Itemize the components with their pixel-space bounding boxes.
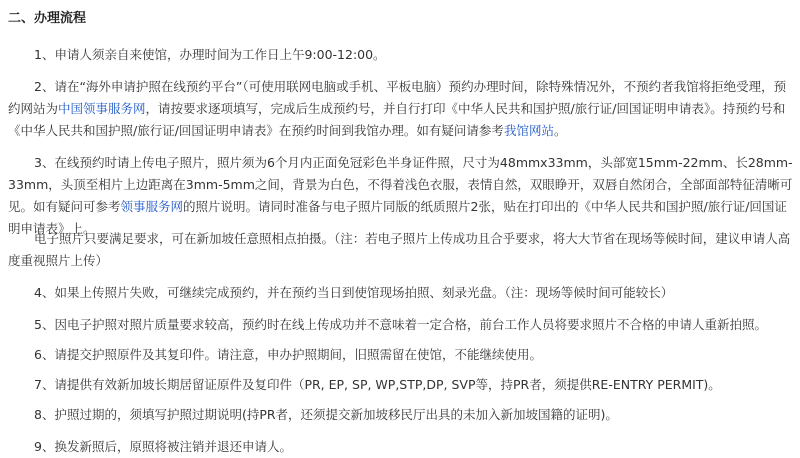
paragraph-3-text-a: 3、在线预约时请上传电子照片，照片须为6个月内正面免冠彩色半身证件照，尺寸为48mmx33mm，头部宽15mm-22mm、长28mm-33mm，头顶至相片上边距离在3mm-5mm之间，背景为白色，不得着浅色衣服，表情自然，双眼睁开，双唇自然闭合，全部面部特征清晰可见。如有疑问可参考 [8,155,793,214]
paragraph-5: 5、因电子护照对照片质量要求较高，预约时在线上传成功并不意味着一定合格，前台工作人员将要求照片不合格的申请人重新拍照。 [34,317,767,332]
paragraph-2 [8,76,794,142]
paragraph-3 [8,152,794,240]
paragraph-1: 1、申请人须亲自来使馆，办理时间为工作日上午9:00-12:00。 [34,47,386,62]
paragraph-9: 9、换发新照后，原照将被注销并退还申请人。 [34,439,292,454]
paragraph-2-text-a: 2、请在“海外申请护照在线预约平台”（可使用联网电脑或手机、平板电脑）预约办理时间，除特殊情况外，不预约者我馆将拒绝受理，预约网站为 [8,79,787,116]
consular-service-link[interactable]: 中国领事服务网 [58,101,146,116]
paragraph-photo-note: 电子照片只要满足要求，可在新加坡任意照相点拍摄。（注：若电子照片上传成功且合乎要求，将大大节省在现场等候时间，建议申请人高度重视照片上传） [8,231,791,268]
paragraph-4: 4、如果上传照片失败，可继续完成预约，并在预约当日到使馆现场拍照、刻录光盘。（注：现场等候时间可能较长） [34,285,674,300]
paragraph-2-text-b: ，请按要求逐项填写，完成后生成预约号，并自行打印《中华人民共和国护照/旅行证/回国证明申请表》。持预约号和《中华人民共和国护照/旅行证/回国证明申请表》在预约时间到我馆办理。如有疑问请参考 [8,101,786,138]
paragraph-6: 6、请提交护照原件及其复印件。请注意，申办护照期间，旧照需留在使馆，不能继续使用。 [34,347,542,362]
section-heading: 二、办理流程 [8,11,87,26]
paragraph-8: 8、护照过期的，须填写护照过期说明(持PR者，还须提交新加坡移民厅出具的未加入新加坡国籍的证明)。 [34,407,618,422]
paragraph-2-text-c: 。 [553,123,567,138]
consular-service-link-2[interactable]: 领事服务网 [120,199,184,214]
paragraph-7: 7、请提供有效新加坡长期居留证原件及复印件（PR, EP, SP, WP,STP,DP, SVP等，持PR者，须提供RE-ENTRY PERMIT)。 [34,377,721,392]
embassy-website-link[interactable]: 我馆网站 [503,123,554,138]
paragraph-3-text-b: 的照片说明。请同时准备与电子照片同版的纸质照片2张，贴在打印出的《中华人民共和国护照/旅行证/回国证明申请表》上。 [8,199,787,236]
